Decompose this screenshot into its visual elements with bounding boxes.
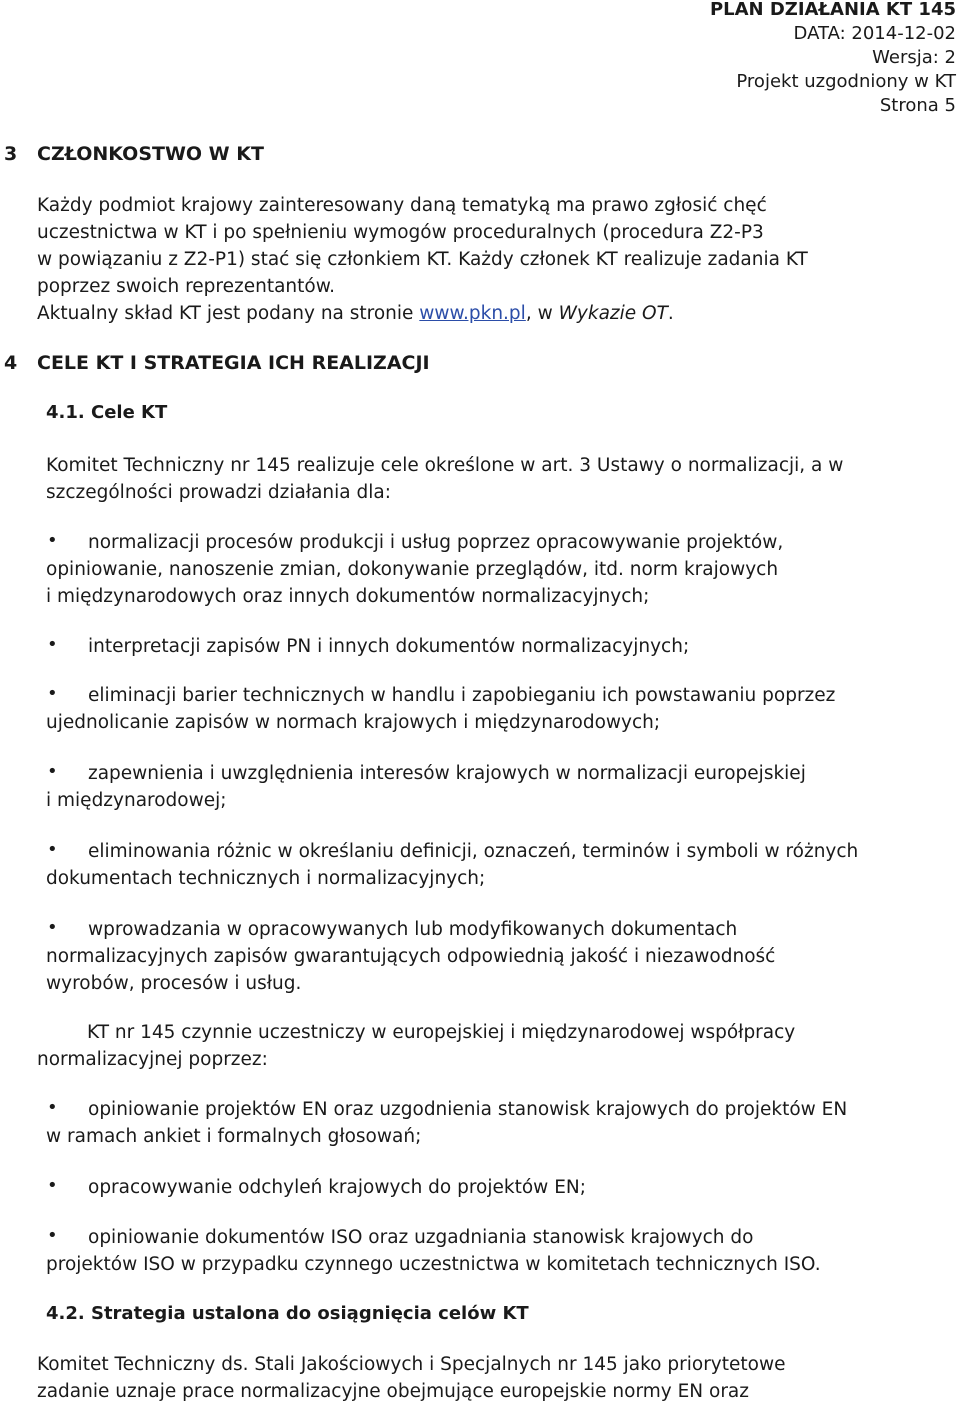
text-line: ujednolicanie zapisów w normach krajowych i międzynarodowych; [46, 712, 661, 733]
text-line: w ramach ankiet i formalnych głosowań; [46, 1126, 422, 1147]
text-line: w powiązaniu z Z2-P1) stać się członkiem KT. Każdy członek KT realizuje zadania KT [37, 249, 808, 270]
text-line: szczególności prowadzi działania dla: [46, 482, 391, 503]
list-item [46, 633, 689, 660]
bullet-icon: • [47, 917, 58, 938]
bullet-icon: • [47, 683, 58, 704]
text-line: normalizacji procesów produkcji i usług poprzez opracowywanie projektów, [88, 532, 784, 553]
wykaz-ot-text: Wykazie OT [558, 303, 668, 324]
text-line: eliminowania różnic w określaniu definicji, oznaczeń, terminów i symboli w różnych [88, 841, 859, 862]
bullet-icon: • [47, 761, 58, 782]
section-3-heading: CZŁONKOSTWO W KT [37, 143, 264, 165]
list-item [46, 760, 806, 814]
section-4-number: 4 [4, 352, 18, 374]
text-line: dokumentach technicznych i normalizacyjnych; [46, 868, 486, 889]
text-line: Każdy podmiot krajowy zainteresowany daną tematyką ma prawo zgłosić chęć [37, 195, 767, 216]
text-line: opracowywanie odchyleń krajowych do projektów EN; [88, 1177, 586, 1198]
text-line: opiniowanie projektów EN oraz uzgodnienia stanowisk krajowych do projektów EN [88, 1099, 848, 1120]
text-line: projektów ISO w przypadku czynnego uczestnictwa w komitetach technicznych ISO. [46, 1254, 821, 1275]
bullet-icon: • [47, 1225, 58, 1246]
text-segment: Aktualny skład KT jest podany na stronie [37, 303, 420, 324]
text-line: zadanie uznaje prace normalizacyjne obejmujące europejskie normy EN oraz [37, 1381, 749, 1402]
list-item [46, 1224, 821, 1278]
section-4-2-heading: 4.2. Strategia ustalona do osiągnięcia celów KT [46, 1303, 529, 1324]
list-item [46, 1174, 586, 1201]
list-item [46, 916, 775, 997]
text-line: i międzynarodowych oraz innych dokumentów normalizacyjnych; [46, 586, 650, 607]
text-line: normalizacyjnej poprzez: [37, 1049, 268, 1070]
text-line: opiniowanie, nanoszenie zmian, dokonywanie przeglądów, itd. norm krajowych [46, 559, 779, 580]
section-4-1-heading: 4.1. Cele KT [46, 402, 168, 423]
page-number: Strona 5 [879, 95, 956, 116]
strategy-paragraph [37, 1351, 785, 1405]
text-line: uczestnictwa w KT i po spełnieniu wymogów proceduralnych (procedura Z2-P3 [37, 222, 764, 243]
text-line: wprowadzania w opracowywanych lub modyfikowanych dokumentach [88, 919, 738, 940]
bullet-icon: • [47, 1175, 58, 1196]
list-item [46, 1096, 847, 1150]
text-line-members [37, 300, 957, 327]
list-item [46, 682, 835, 736]
text-line: eliminacji barier technicznych w handlu i zapobieganiu ich powstawaniu poprzez [88, 685, 836, 706]
bullet-icon: • [47, 1097, 58, 1118]
text-line: normalizacyjnych zapisów gwarantujących odpowiednią jakość i niezawodność [46, 946, 776, 967]
section-3-body [37, 192, 957, 327]
text-line: interpretacji zapisów PN i innych dokumentów normalizacyjnych; [88, 636, 690, 657]
document-date: DATA: 2014-12-02 [793, 23, 956, 44]
bullet-icon: • [47, 839, 58, 860]
text-line: zapewnienia i uwzględnienia interesów krajowych w normalizacji europejskiej [88, 763, 806, 784]
text-line: opiniowanie dokumentów ISO oraz uzgadniania stanowisk krajowych do [88, 1227, 754, 1248]
document-version: Wersja: 2 [872, 47, 956, 68]
text-segment: , w [525, 303, 559, 324]
text-line: Komitet Techniczny nr 145 realizuje cele określone w art. 3 Ustawy o normalizacji, a w [46, 455, 844, 476]
list-item [46, 838, 858, 892]
section-3-number: 3 [4, 143, 18, 165]
text-line: Komitet Techniczny ds. Stali Jakościowych i Specjalnych nr 145 jako priorytetowe [37, 1354, 786, 1375]
text-line: wyrobów, procesów i usług. [46, 973, 302, 994]
bullet-icon: • [47, 530, 58, 551]
document-title: PLAN DZIAŁANIA KT 145 [709, 0, 956, 20]
pkn-link[interactable]: www.pkn.pl [419, 303, 526, 324]
text-line: poprzez swoich reprezentantów. [37, 276, 336, 297]
bullet-icon: • [47, 634, 58, 655]
section-4-heading: CELE KT I STRATEGIA ICH REALIZACJI [37, 352, 430, 374]
section-4-1-intro [46, 452, 958, 506]
text-segment: . [667, 303, 674, 324]
document-status: Projekt uzgodniony w KT [736, 71, 956, 92]
text-line: i międzynarodowej; [46, 790, 227, 811]
list-item [46, 529, 783, 610]
text-line: KT nr 145 czynnie uczestniczy w europejskiej i międzynarodowej współpracy [87, 1022, 796, 1043]
page-header [710, 0, 956, 118]
cooperation-paragraph [37, 1019, 795, 1073]
